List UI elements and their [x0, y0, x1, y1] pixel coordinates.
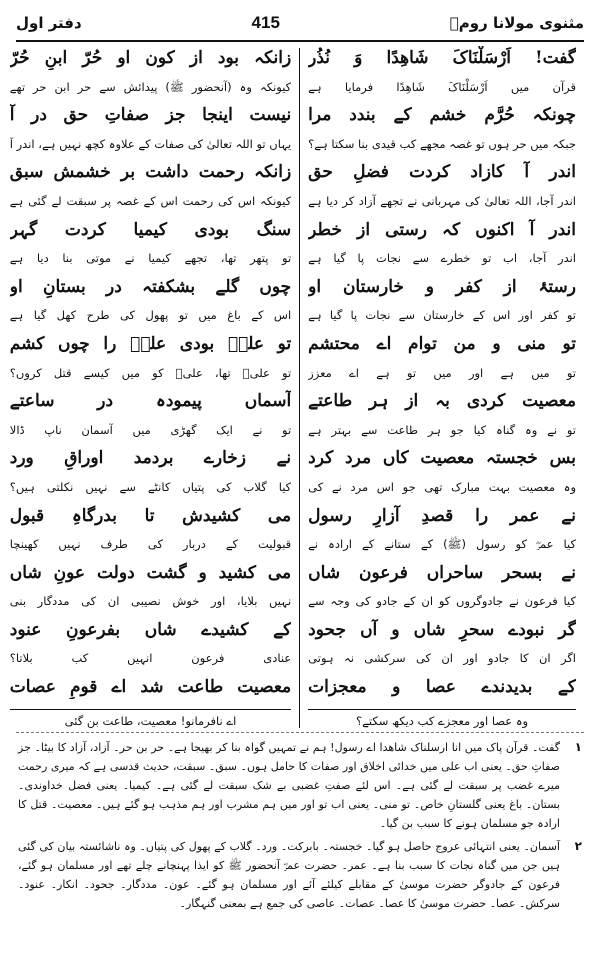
translation-line: جبکہ میں حر ہوں تو غصہ مجھے کب قیدی بنا سکتا ہے؟ — [308, 136, 576, 151]
footnote-number: ۲ — [574, 839, 582, 853]
verse-line: می کشید و گشت دولت عونِ شاں — [9, 562, 292, 583]
verse-line: زانکہ رحمت داشت بر خشمش سبق — [9, 162, 292, 183]
translation-line: اندر آجا، اب تو خطرے سے نجات پا گیا ہے — [308, 251, 576, 266]
verse-line: سنگ بودی کیمیا کردت گہر — [9, 219, 292, 240]
translation-line: کیا فرعون نے جادوگروں کو ان کے جادو کی وجہ سے — [308, 594, 576, 609]
footnote-number: ۱ — [574, 740, 582, 754]
verse-line: چوں گلے بشکفتہ در بستانِ او — [9, 276, 292, 297]
translation-line: تو نے ایک گھڑی میں آسمان ناپ ڈالا — [9, 422, 292, 437]
column-divider — [299, 48, 300, 728]
verse-line: معصیت کردی بہ از ہر طاعتے — [308, 391, 576, 412]
translation-line: کیا عمرؓ کو رسول (ﷺ) کے ستانے کے ارادہ نے — [308, 537, 576, 552]
translation-line: اس کے باغ میں تو پھول کی طرح کھل گیا ہے — [9, 308, 292, 323]
verse-line: گفت! اَرْسَلْنَاکَ شَاهِدًا وَ نُذُر — [308, 48, 576, 68]
verse-line: می کشیدش تا بدرگاہِ قبول — [9, 505, 292, 526]
verse-line: نے بسحر ساحراں فرعون شاں — [308, 562, 576, 583]
left-column — [2, 46, 299, 730]
header-rule — [16, 40, 584, 42]
verse-line: نے زخارے بردمد اوراقِ ورد — [9, 448, 292, 469]
page-header — [16, 8, 584, 38]
footnote-text: گفت۔ قرآن پاک میں انا ارسلناک شاهدا اے رسول! ہم نے تمہیں گواہ بنا کر بھیجا ہے۔ حر بن حر۔ آزاد، آزاد کا بیٹا۔ جز صفاتِ حق۔ یعنی اب علی میں خدائی اخلاق اور صفات کا حامل ہوں۔ سبق۔ سبقت، حدیث قدسی ہے کہ میری رحمت میرے غضب پر سبقت لے گئی ہے۔ اس لئے صفتِ غضبی بے شک سبقت لے گئی ہے۔ کیمیا۔ یعنی فضل خداوندی۔ بستان۔ باغ یعنی گلستانِ خاص۔ تو منی۔ یعنی اب تو اور میں ہم مشرب اور ہم مذہب ہو گئے ہیں۔ معصیت۔ قتل کا ارادہ جو مسلمان ہونے کا سبب بن گیا۔ — [18, 741, 560, 830]
verse-line: کے بدیدندے عصا و معجزات — [308, 677, 576, 698]
verse-line: معصیت طاعت شد اے قومِ عصات — [9, 677, 292, 698]
translation-line: تو کفر اور اس کے خارستان سے نجات پا گیا ہے — [308, 308, 576, 323]
book-title: مثنوی مولانا رومؒ — [449, 14, 584, 32]
translation-line: وہ معصیت بہت مبارک تھی جو اس مرد نے کی — [308, 479, 576, 494]
poem-columns — [9, 46, 584, 730]
translation-line: قبولیت کے دربار کی طرف نہیں کھینچا — [9, 537, 292, 552]
footnote — [18, 738, 582, 833]
translation-line: تو علیؓ تھا، علیؓ کو میں کیسے قتل کروں؟ — [9, 365, 292, 380]
translation-line: تو نے وہ گناہ کیا جو ہر طاعت سے بہتر ہے — [308, 422, 576, 437]
footnotes — [18, 738, 582, 949]
verse-line: گر نبودے سحرِ شاں و آں جحود — [308, 619, 576, 640]
verse-line: اندر آ اکنوں کہ رستی از خطر — [308, 219, 576, 240]
translation-line: تو پتھر تھا، تجھے کیمیا نے موتی بنا دیا ہے — [9, 251, 292, 266]
volume-label: دفتر اول — [16, 14, 82, 32]
verse-line: زانکہ بود از کون او حُرّ ابنِ حُرّ — [9, 48, 292, 68]
verse-line: آسماں پیمودہ در ساعتے — [9, 391, 292, 412]
translation-line: کیونکہ اس کی رحمت اس کے غصہ پر سبقت لے گئی ہے — [9, 193, 292, 208]
footnote — [18, 837, 582, 913]
verse-line: رستۂ از کفر و خارستان او — [308, 276, 576, 297]
verse-line: تو منی و من توام اے محتشم — [308, 333, 576, 354]
right-column — [300, 46, 584, 730]
translation-line: قرآن میں اَرْسَلْنَاکَ شَاهِدًا فرمایا ہے — [308, 79, 576, 94]
translation-line: عنادی فرعون انہیں کب بلاتا؟ — [9, 651, 292, 666]
verse-line: چونکہ حُرَّم خشم کے بندد مرا — [308, 105, 576, 126]
verse-line: نیست اینجا جز صفاتِ حق در آ — [9, 105, 292, 126]
verse-line: بس خجستہ معصیت کاں مرد کرد — [308, 448, 576, 469]
verse-line: کے کشیدے شاں بفرعونِ عنود — [9, 619, 292, 640]
column-end-line: اے نافرمانو! معصیت، طاعت بن گئی — [10, 709, 291, 730]
verse-line: اندر آ کازاد کردت فضلِ حق — [308, 162, 576, 183]
verse-line: نے عمر را قصدِ آزارِ رسول — [308, 505, 576, 526]
translation-line: کیا گلاب کی پتیاں کانٹے سے نہیں نکلتی ہیں؟ — [9, 479, 292, 494]
translation-line: اگر ان کا جادو اور ان کی سرکشی نہ ہوتی — [308, 651, 576, 666]
column-end-line: وہ عصا اور معجزے کب دیکھ سکتے؟ — [308, 709, 576, 730]
page-number: 415 — [251, 13, 280, 32]
verse-line: تو علیؓ بودی علیؓ را چوں کشم — [9, 333, 292, 354]
translation-line: یہاں تو اللہ تعالیٰ کی صفات کے علاوہ کچھ نہیں ہے، اندر آ — [9, 136, 292, 151]
translation-line: کیونکہ وہ (آنحضور ﷺ) پیدائش سے حر ابن حر تھے — [9, 79, 292, 94]
footnote-text: آسمان۔ یعنی انتہائی عروج حاصل ہو گیا۔ خجستہ۔ بابرکت۔ ورد۔ گلاب کے پھول کی پتیاں۔ وہ ناشائستہ بیان کی گئی ہیں جن میں گناہ نجات کا سبب بنا ہے۔ عمر۔ حضرت عمرؓ آنحضور ﷺ کو ایذا پہنچانے چلے تھے اور مسلمان ہو گئے، فرعون کے جادوگر حضرت موسیٰ کے مقابلے کیلئے آئے اور مسلمان ہو گئے۔ عون۔ مددگار۔ جحود۔ انکار۔ عنود۔ سرکش۔ عصا۔ حضرت موسیٰ کا عصا۔ عصات۔ عاصی کی جمع ہے بمعنی گنہگار۔ — [18, 840, 560, 910]
translation-line: تو میں ہے اور میں تو ہے اے معزز — [308, 365, 576, 380]
translation-line: اندر آجا، اللہ تعالیٰ کی مہربانی نے تجھے آزاد کر دیا ہے — [308, 193, 576, 208]
footnote-separator — [16, 732, 584, 733]
translation-line: نہیں بلایا، اور خوش نصیبی ان کی مددگار بنی — [9, 594, 292, 609]
